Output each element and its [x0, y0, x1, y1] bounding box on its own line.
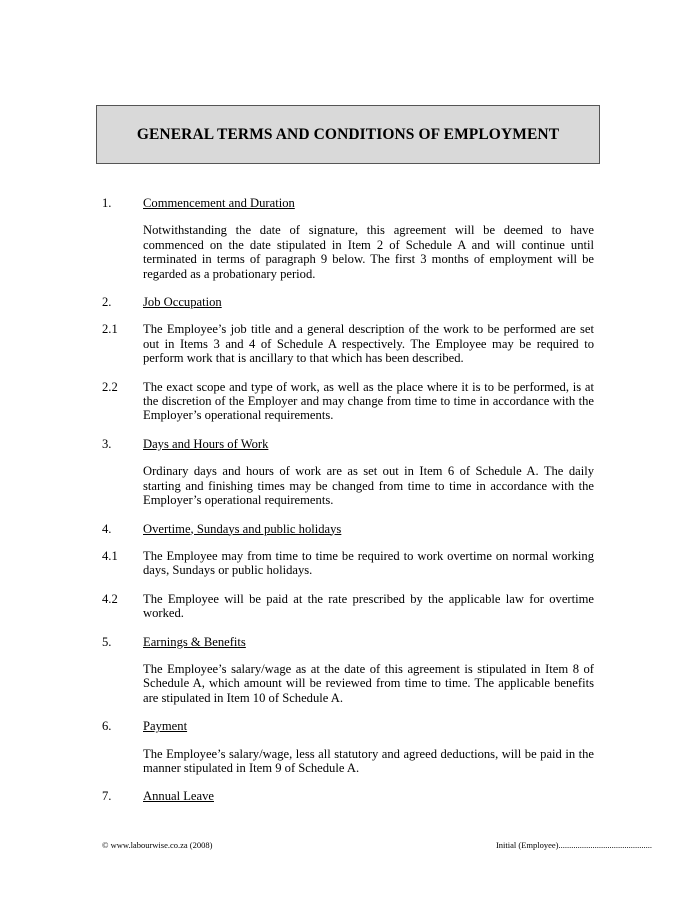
clause-number: 2.1 [102, 322, 118, 337]
clause-number: 4.2 [102, 591, 118, 606]
section-heading: Earnings & Benefits [143, 634, 246, 649]
paragraph: Notwithstanding the date of signature, this agreement will be deemed to have commenced on the date stipulated in Item 2 of Schedule A and will continue until terminated in terms of paragraph 9 below. The first 3 months of employment will be regarded as a probationary period. [143, 223, 594, 281]
paragraph: The Employee’s salary/wage, less all statutory and agreed deductions, will be paid in the manner stipulated in Item 9 of Schedule A. [143, 746, 594, 775]
clause-4-2 [102, 592, 594, 621]
paragraph: The Employee will be paid at the rate prescribed by the applicable law for overtime worked. [143, 591, 594, 621]
footer-initial: Initial (Employee)............................................ [495, 840, 652, 850]
section-7 [102, 789, 594, 803]
section-2 [102, 295, 594, 309]
footer-copyright: © www.labourwise.co.za (2008) [102, 840, 213, 850]
section-6 [102, 719, 594, 733]
document-title: GENERAL TERMS AND CONDITIONS OF EMPLOYMENT [136, 125, 560, 143]
section-heading: Days and Hours of Work [143, 436, 269, 451]
section-number: 2. [102, 295, 112, 310]
paragraph: The Employee may from time to time be required to work overtime on normal working days, Sundays or public holidays. [143, 548, 594, 578]
clause-number: 4.1 [102, 548, 118, 563]
clause-2-2 [102, 380, 594, 423]
section-heading: Commencement and Duration [143, 196, 295, 210]
section-heading: Payment [143, 719, 188, 734]
section-4 [102, 522, 594, 536]
section-number: 4. [102, 521, 112, 536]
title-box [96, 105, 600, 164]
paragraph: The Employee’s salary/wage as at the date of this agreement is stipulated in Item 8 of Schedule A, which amount will be reviewed from time to time. The applicable benefits are stipulated in Item 10 of Schedule A. [143, 661, 594, 705]
section-number: 3. [102, 436, 112, 451]
section-number: 6. [102, 719, 112, 734]
section-1 [102, 196, 594, 210]
clause-2-1 [102, 322, 594, 365]
section-heading: Annual Leave [143, 789, 214, 804]
section-heading: Overtime, Sundays and public holidays [143, 521, 342, 536]
clause-4-1 [102, 549, 594, 578]
section-number: 1. [102, 196, 112, 210]
section-1-paragraph [102, 223, 594, 281]
paragraph: The exact scope and type of work, as well as the place where it is to be performed, is at the discretion of the Employer and may change from time to time in accordance with the Employer’s operational requirements. [143, 379, 594, 423]
section-number: 5. [102, 634, 112, 649]
section-3 [102, 437, 594, 451]
clause-number: 2.2 [102, 379, 118, 394]
section-heading: Job Occupation [143, 295, 222, 310]
paragraph: The Employee’s job title and a general description of the work to be performed are set out in Items 3 and 4 of Schedule A respectively. The Employee may be required to perform work that is ancillary to that which has been described. [143, 322, 594, 366]
document-body [102, 196, 594, 804]
section-5-paragraph [102, 662, 594, 705]
section-5 [102, 635, 594, 649]
section-number: 7. [102, 789, 112, 804]
section-6-paragraph [102, 747, 594, 776]
section-3-paragraph [102, 464, 594, 507]
paragraph: Ordinary days and hours of work are as set out in Item 6 of Schedule A. The daily starting and finishing times may be changed from time to time in accordance with the Employer’s operational requirements. [143, 464, 594, 508]
